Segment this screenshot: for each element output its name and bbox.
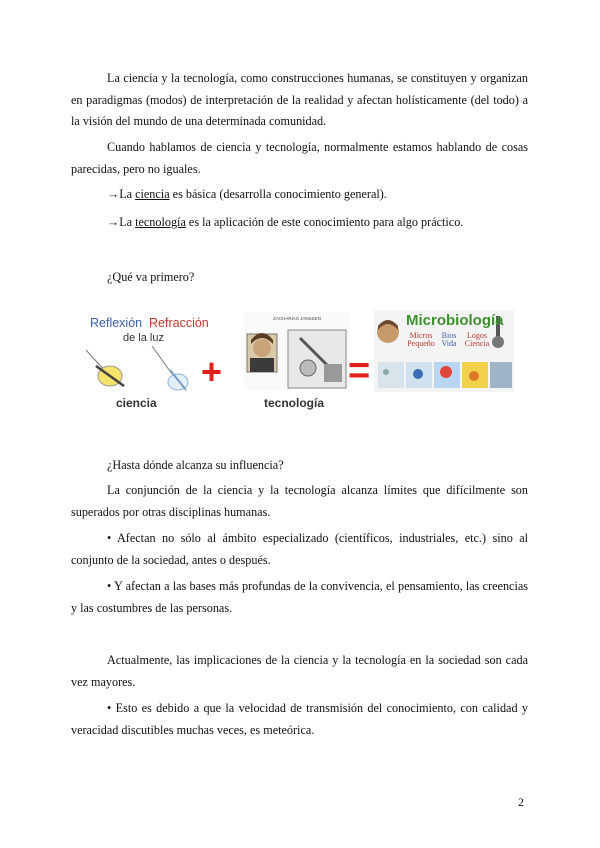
arrow-prefix: →La [107,187,136,201]
equals-sign: = [348,350,371,392]
microbiologia-panel [374,310,514,392]
microscope-icon-base [492,336,504,348]
plus-sign: + [201,351,223,392]
portrait-face [253,339,271,357]
paragraph-intro: La ciencia y la tecnología, como construcciones humanas, se constituyen y organizan en paradigmas (modos) de interpretación de la realidad y afectan holísticamente (del todo) a la visión del mundo de una determinada comunidad. [71,71,528,128]
bullet-bases: • Y afectan a las bases más profundas de la convivencia, el pensamiento, las creencias y las costumbres de las personas. [71,579,528,615]
tecnologia-drawing [244,312,350,390]
micro-image-5 [490,362,512,388]
microbiologia-title: Microbiología [406,312,504,329]
paragraph-conjuncion: La conjunción de la ciencia y la tecnología alcanza límites que difícilmente son superados por otras disciplinas humanas. [71,483,528,519]
micros-pequeno: Micros Pequeño [407,331,435,348]
engraving-title: ZACHARIAS JANSSEN [273,316,321,321]
question-first: ¿Qué va primero? [107,270,195,284]
logos-ciencia: Logos Ciencia [464,331,490,348]
cell [413,369,423,379]
question-influence: ¿Hasta dónde alcanza su influencia? [107,458,284,472]
light-ray [152,346,172,374]
arrow-line-ciencia [107,184,387,206]
paragraph-comparison: Cuando hablamos de ciencia y tecnología, normalmente estamos hablando de cosas parecidas, pero no iguales. [71,140,528,176]
bios-vida: Bios Vida [441,331,457,348]
page-number: 2 [518,795,524,809]
underlined-tecnologia: tecnología [135,215,186,229]
micro-image-1 [378,362,404,388]
arrow-prefix: →La [107,215,136,229]
ciencia-caption: ciencia [116,396,157,410]
de-la-luz-label: de la luz [123,332,164,344]
cell [440,366,452,378]
ciencia-panel [86,310,216,410]
reflexion-label: Reflexión [90,316,143,330]
tecnologia-caption: tecnología [264,396,325,410]
workbench [324,364,342,382]
paragraph-actualmente: Actualmente, las implicaciones de la ciencia y la tecnología en la sociedad son cada vez mayores. [71,653,528,689]
cell [469,371,479,381]
underlined-ciencia: ciencia [135,187,170,201]
portrait-coat [250,358,274,372]
illustration-ciencia-tecnologia [86,310,526,422]
cell [383,369,389,375]
refraccion-label: Refracción [149,316,209,330]
bullet-velocidad: • Esto es debido a que la velocidad de transmisión del conocimiento, con calidad y veracidad discutibles muchas veces, es meteórica. [71,701,528,737]
bullet-ambito: • Afectan no sólo al ámbito especializado (científicos, industriales, etc.) sino al conjunto de la sociedad, antes o después. [71,531,528,567]
arrow-rest: es la aplicación de este conocimiento para algo práctico. [185,215,464,229]
microscope-base [300,360,316,376]
arrow-line-tecnologia [107,212,463,234]
arrow-rest: es básica (desarrolla conocimiento general). [169,187,387,201]
